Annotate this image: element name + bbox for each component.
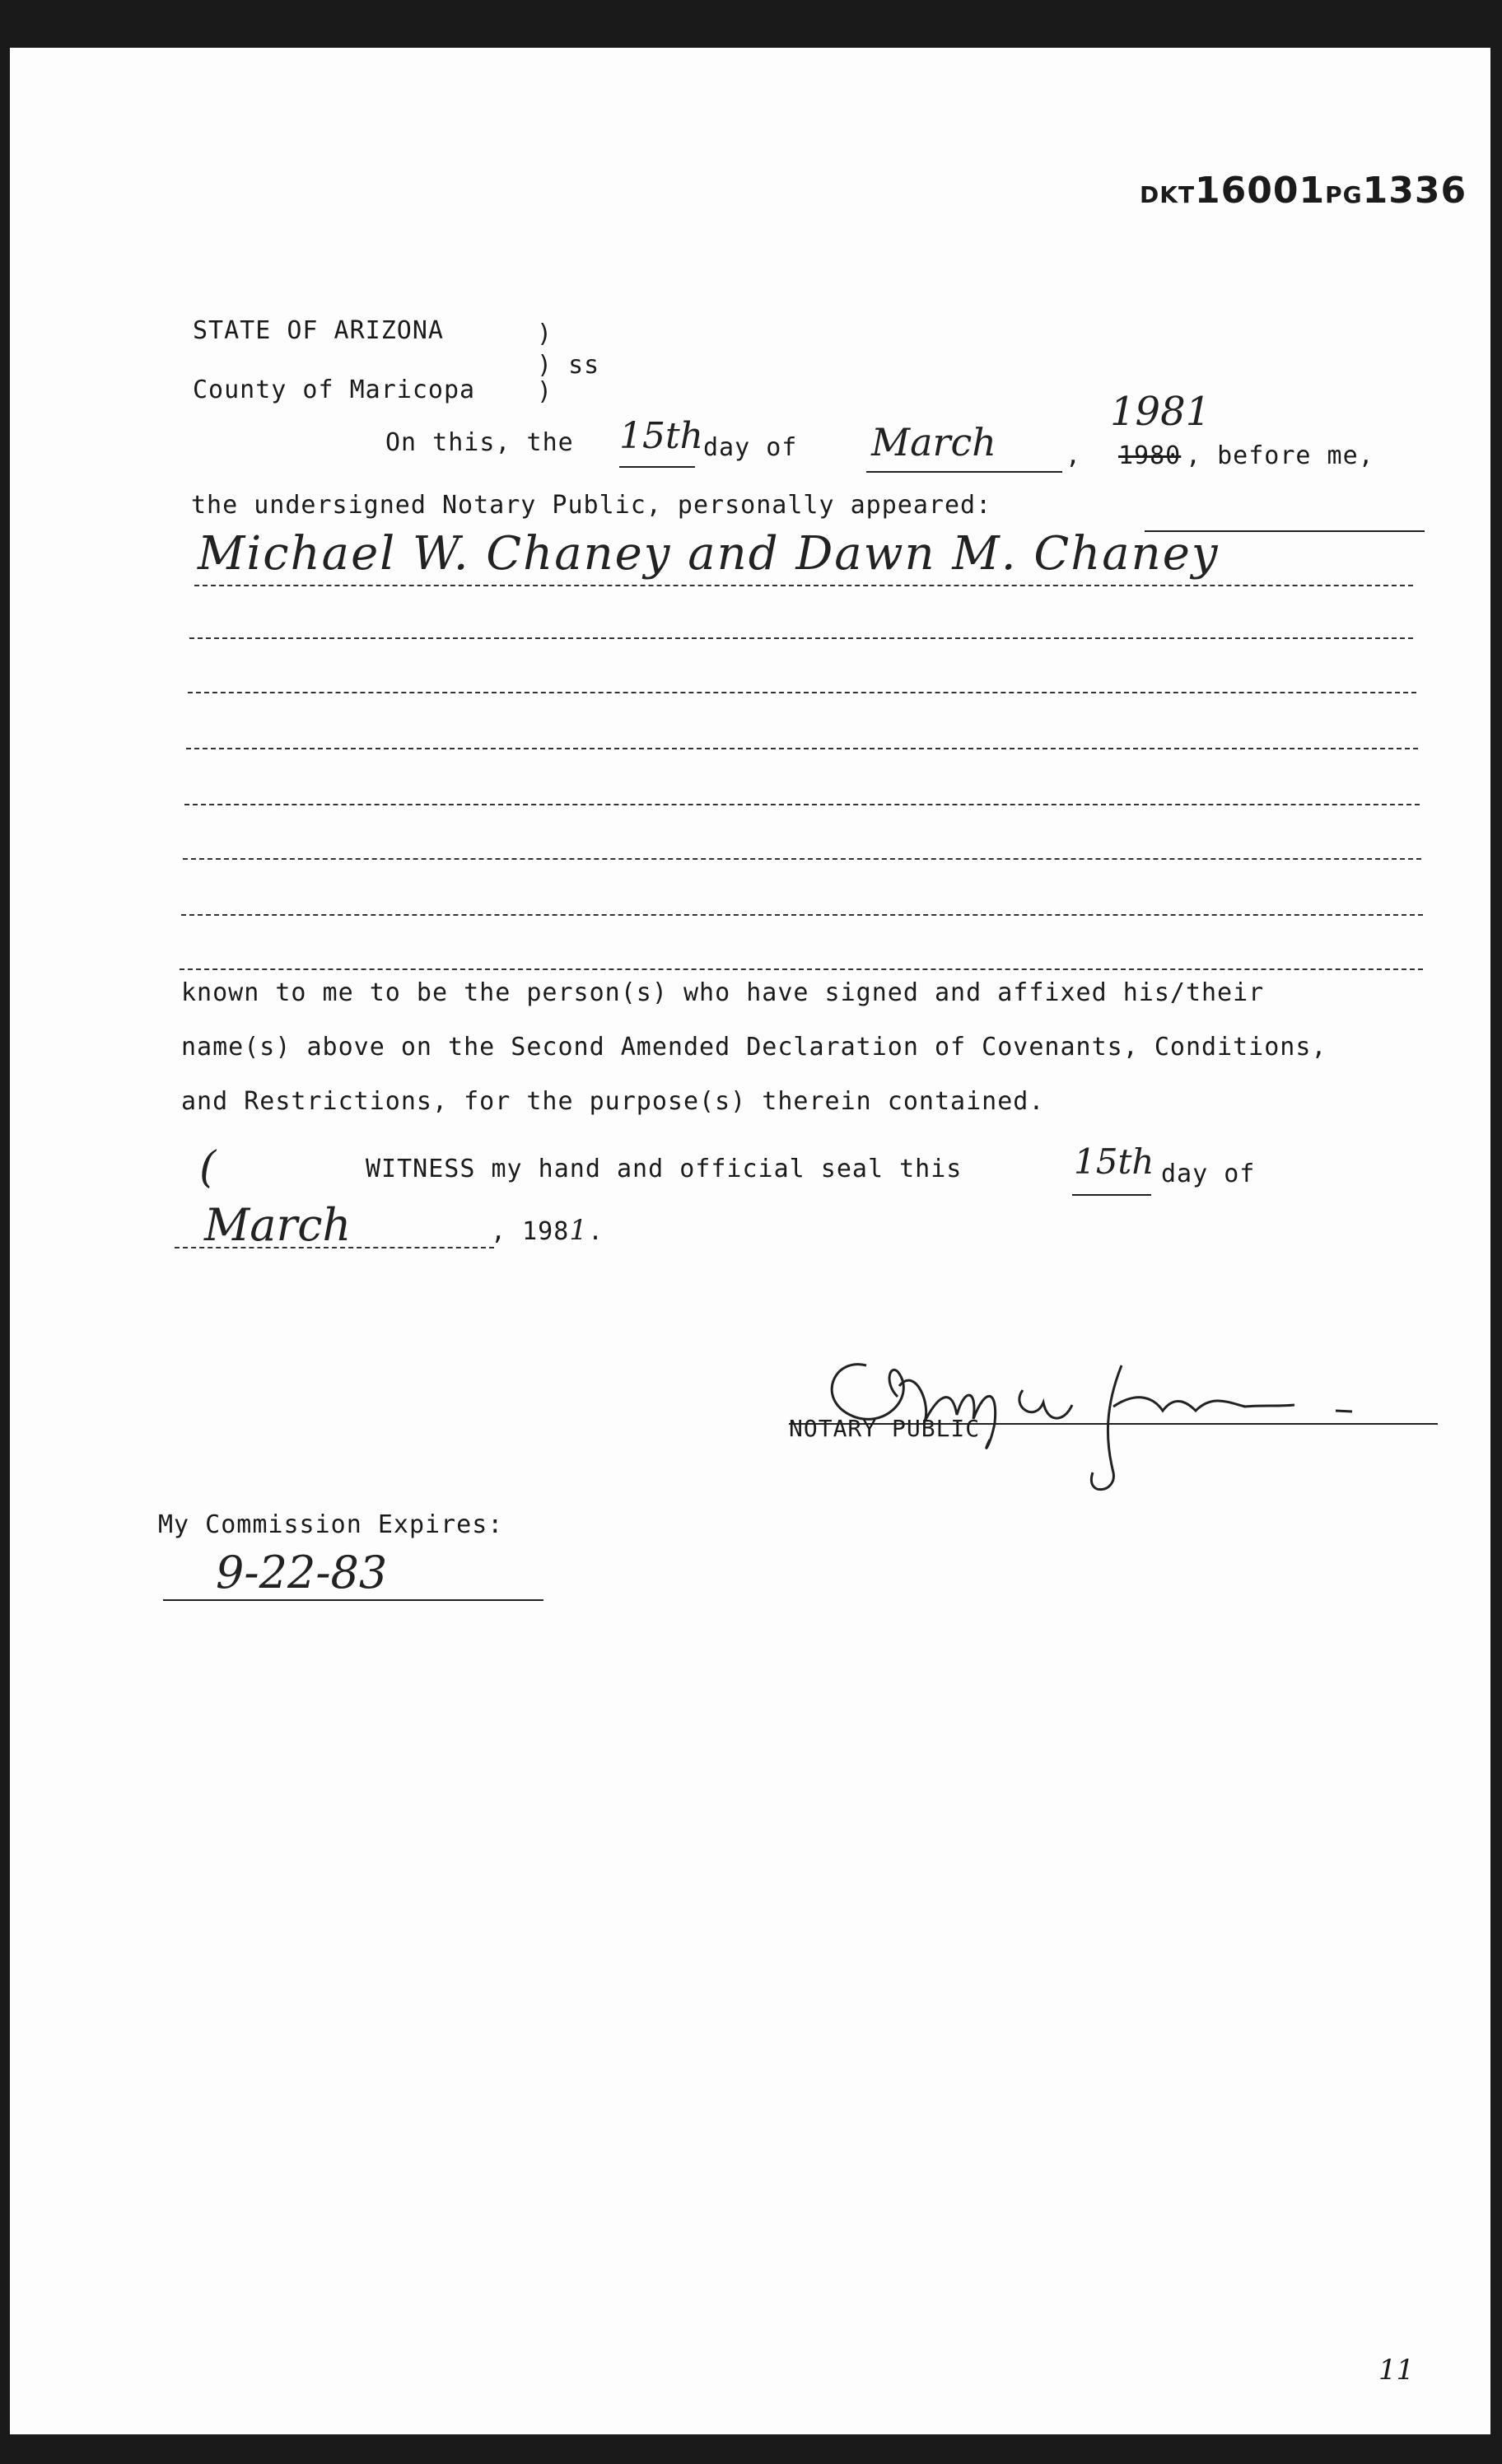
witness-year: , 1981. — [491, 1214, 604, 1247]
ack-before-me: , before me, — [1186, 441, 1374, 470]
ack-day-of: day of — [703, 433, 798, 462]
notary-signature-image — [800, 1308, 1377, 1497]
document-page — [10, 48, 1490, 2434]
ack-comma: , — [1066, 441, 1082, 470]
ack-intro: On this, the — [385, 428, 574, 457]
body-line3: and Restrictions, for the purpose(s) therein contained. — [181, 1087, 1045, 1116]
appeared-names: Michael W. Chaney and Dawn M. Chaney — [198, 527, 1220, 581]
body-line1: known to me to be the person(s) who have signed and affixed his/their — [181, 978, 1265, 1007]
venue-county: County of Maricopa — [193, 376, 476, 404]
ack-month: March — [871, 420, 996, 464]
commission-date: 9-22-83 — [216, 1547, 388, 1598]
venue-paren: ) — [537, 320, 553, 348]
ack-year-corrected: 1981 — [1110, 389, 1211, 435]
ack-day: 15th — [619, 415, 704, 457]
body-line2: name(s) above on the Second Amended Declaration of Covenants, Conditions, — [181, 1033, 1327, 1062]
commission-label: My Commission Expires: — [158, 1510, 504, 1539]
ack-year-struck: 1980 — [1118, 441, 1182, 470]
recording-reference: DKT16001PG1336 — [1140, 170, 1467, 212]
witness-text: WITNESS my hand and official seal this — [366, 1155, 963, 1183]
venue-ss: ) ss — [537, 351, 600, 380]
ack-line2: the undersigned Notary Public, personally appeared: — [191, 491, 992, 520]
notary-label: NOTARY PUBLIC — [789, 1415, 981, 1442]
venue-state: STATE OF ARIZONA — [193, 316, 444, 345]
venue-paren-2: ) — [537, 377, 553, 406]
page-mark: 11 — [1378, 2354, 1415, 2387]
witness-month: March — [204, 1199, 352, 1251]
witness-day: 15th — [1074, 1141, 1154, 1182]
witness-bracket-mark: ( — [199, 1143, 217, 1192]
witness-day-of: day of — [1161, 1160, 1256, 1188]
